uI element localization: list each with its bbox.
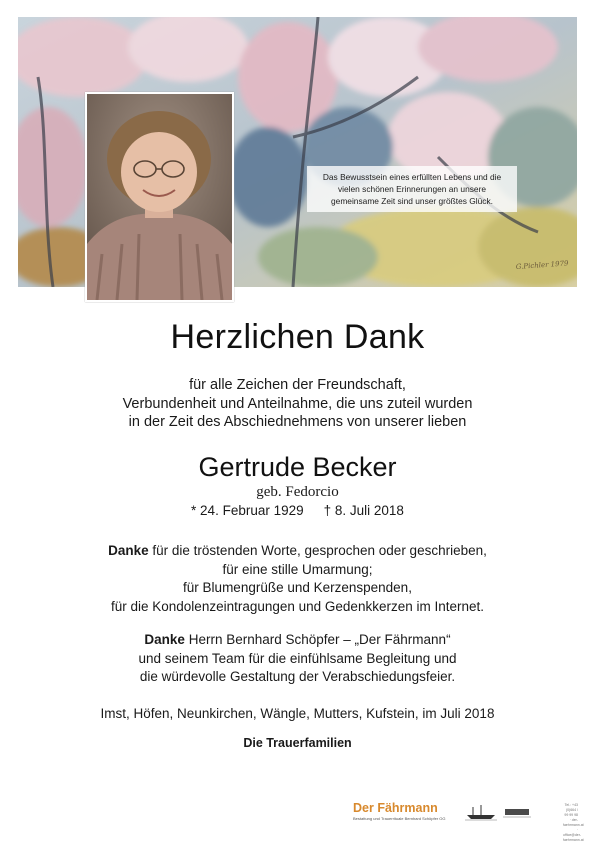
ferry-icon [503, 805, 531, 819]
thanks-text: für die tröstenden Worte, gesprochen oder geschrieben, [148, 543, 487, 558]
intro-line: Verbundenheit und Anteilnahme, die uns zuteil wurden [122, 395, 473, 412]
birth-date: * 24. Februar 1929 [191, 503, 304, 518]
life-dates [0, 503, 595, 518]
intro-line: für alle Zeichen der Freundschaft, [189, 377, 406, 393]
thanks-line: für eine stille Umarmung; [222, 561, 373, 577]
thanks-text: Herrn Bernhard Schöpfer – „Der Fährmann“ [184, 632, 451, 647]
funeral-home-logo [353, 801, 578, 826]
thanks-line [0, 542, 595, 561]
thanks-paragraph-2 [0, 631, 595, 687]
signature: Die Trauerfamilien [243, 736, 352, 750]
thanks-line: für Blumengrüße und Kerzenspenden, [183, 580, 412, 595]
painting-signature: G.Pichler 1979 [515, 259, 569, 271]
intro-line: in der Zeit des Abschiednehmens von unserer lieben [128, 414, 467, 430]
intro-text [0, 376, 595, 432]
maiden-name: geb. Fedorcio [256, 484, 339, 500]
place-date: Imst, Höfen, Neunkirchen, Wängle, Mutters, Kufstein, im Juli 2018 [100, 706, 495, 721]
contact-info: Tel.: +43 (0)664 / 99 99 98 · der-faehrmann.at · office@der-faehrmann.at [563, 803, 584, 842]
logo-title: Der Fährmann [353, 801, 438, 815]
thanks-paragraph-1 [0, 542, 595, 616]
deceased-name: Gertrude Becker [198, 452, 397, 482]
page-title: Herzlichen Dank [170, 318, 425, 356]
thanks-line: und seinem Team für die einfühlsame Begleitung und [138, 650, 457, 666]
ferry-icon [465, 803, 497, 821]
portrait-image [87, 94, 232, 300]
thanks-line [0, 631, 595, 650]
logo-subtitle: Bestattung und Trauerrituale Bernhard Schöpfer OG [353, 816, 446, 821]
portrait-photo [85, 92, 234, 302]
thanks-line: die würdevolle Gestaltung der Verabschiedungsfeier. [139, 669, 456, 684]
thanks-line: für die Kondolenzeintragungen und Gedenkkerzen im Internet. [111, 598, 484, 614]
memorial-quote: Das Bewusstsein eines erfüllten Lebens und die vielen schönen Erinnerungen an unsere gemeinsame Zeit sind unser größtes Glück. [307, 166, 517, 212]
death-date: † 8. Juli 2018 [323, 503, 404, 518]
thanks-lead: Danke [108, 543, 149, 558]
thanks-lead: Danke [144, 632, 185, 647]
